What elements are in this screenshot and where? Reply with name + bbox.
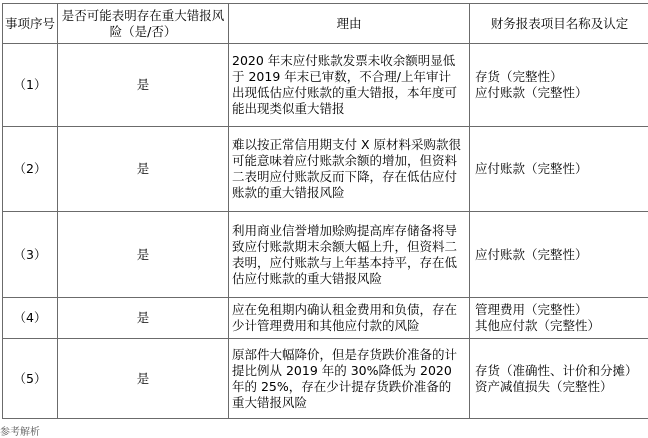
risk-flag: 是 — [58, 212, 229, 298]
reason-text: 难以按正常信用期支付 X 原材料采购款很可能意味着应付账款余额的增加，但资料二表明应付账款反而下降，存在低估应付账款的重大错报风险 — [229, 127, 470, 212]
category-line: 资产减值损失（完整性） — [475, 379, 648, 395]
item-number: （2） — [3, 127, 58, 212]
category-line: 管理费用（完整性） — [475, 302, 648, 318]
header-reason: 理由 — [229, 4, 470, 44]
category-line: 应付账款（完整性） — [475, 247, 648, 263]
item-number: （3） — [3, 212, 58, 298]
table-header-row — [3, 4, 648, 44]
item-number: （5） — [3, 339, 58, 419]
reason-text: 原部件大幅降价，但是存货跌价准备的计提比例从 2019 年的 30%降低为 2020 年的 25%，存在少计提存货跌价准备的重大错报风险 — [229, 339, 470, 419]
category-cell — [470, 127, 648, 212]
header-risk-flag: 是否可能表明存在重大错报风险（是/否） — [58, 4, 229, 44]
category-line: 存货（准确性、计价和分摊） — [475, 363, 648, 379]
table-row — [3, 212, 648, 298]
risk-flag: 是 — [58, 298, 229, 339]
risk-assessment-table — [2, 3, 648, 419]
risk-flag: 是 — [58, 127, 229, 212]
category-line: 其他应付款（完整性） — [475, 318, 648, 334]
table-row — [3, 127, 648, 212]
table-row — [3, 298, 648, 339]
risk-flag: 是 — [58, 339, 229, 419]
category-line: 应付账款（完整性） — [475, 85, 648, 101]
item-number: （1） — [3, 44, 58, 127]
category-line: 存货（完整性） — [475, 69, 648, 85]
category-cell — [470, 298, 648, 339]
category-cell — [470, 339, 648, 419]
footer-fragment: 参考解析 — [0, 423, 40, 438]
table-row — [3, 44, 648, 127]
category-line: 应付账款（完整性） — [475, 161, 648, 177]
reason-text: 应在免租期内确认租金费用和负债，存在少计管理费用和其他应付款的风险 — [229, 298, 470, 339]
item-number: （4） — [3, 298, 58, 339]
reason-text: 利用商业信誉增加赊购提高库存储备将导致应付账款期末余额大幅上升，但资料二表明，应付账款与上年基本持平，存在低估应付账款的重大错报风险 — [229, 212, 470, 298]
reason-text: 2020 年末应付账款发票未收余额明显低于 2019 年末已审数，不合理/上年审计出现低估应付账款的重大错报，本年度可能出现类似重大错报 — [229, 44, 470, 127]
risk-flag: 是 — [58, 44, 229, 127]
header-category: 财务报表项目名称及认定 — [470, 4, 648, 44]
table-row — [3, 339, 648, 419]
category-cell — [470, 44, 648, 127]
category-cell — [470, 212, 648, 298]
header-item-number: 事项序号 — [3, 4, 58, 44]
